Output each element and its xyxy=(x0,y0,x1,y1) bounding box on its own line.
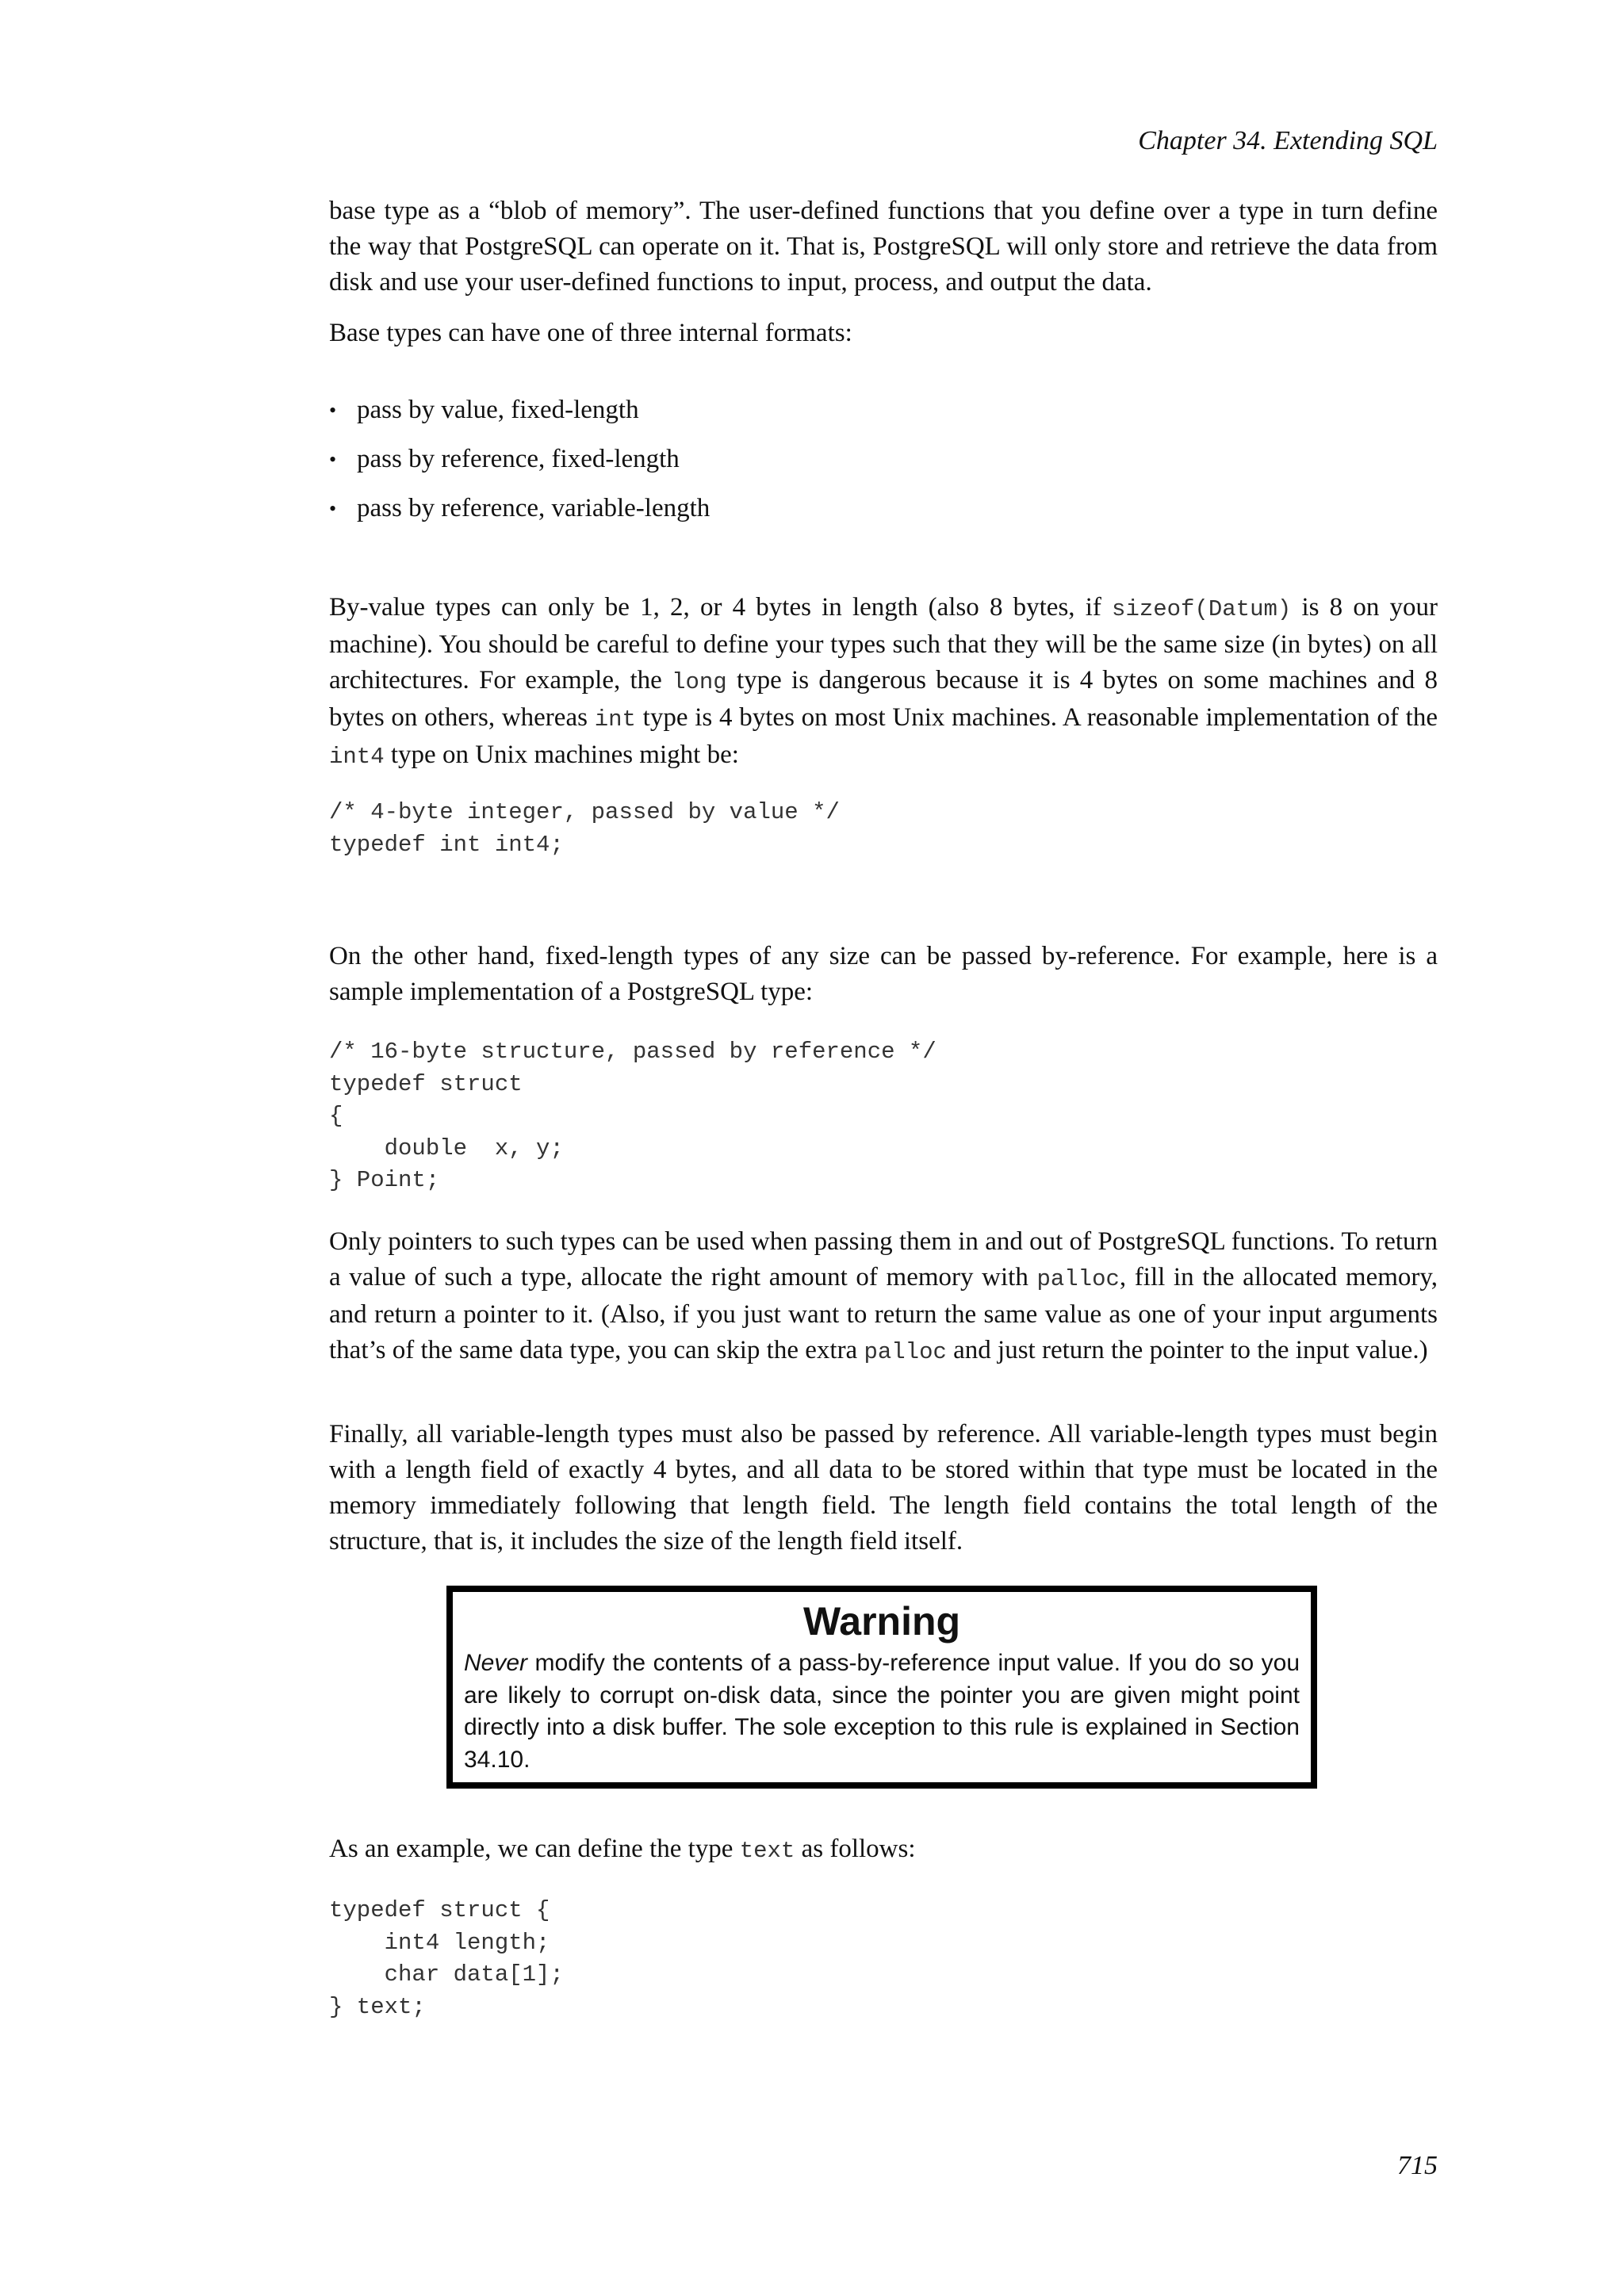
warning-box xyxy=(446,1586,1317,1789)
text-run: Only pointers to such types can be used when passing them in and out of PostgreSQL functions. To return a value of such a type, allocate the right amount of memory with xyxy=(329,1227,1438,1292)
text-run: By-value types can only be 1, 2, or 4 bytes in length (also 8 bytes, if xyxy=(329,593,1113,622)
inline-code: long xyxy=(672,669,727,695)
inline-code: int xyxy=(594,706,636,733)
list-item xyxy=(329,392,710,442)
inline-code: sizeof(Datum) xyxy=(1112,596,1292,622)
inline-code: text xyxy=(739,1838,795,1864)
paragraph-blob-of-memory: base type as a “blob of memory”. The user-defined functions that you define over a type in turn define the way that PostgreSQL can operate on it. That is, PostgreSQL will only store and retrieve the data from disk and use your user-defined functions to input, process, and output the data. xyxy=(329,197,1438,297)
paragraph-text-type-example xyxy=(329,1831,1438,1869)
text-run: type is 4 bytes on most Unix machines. A reasonable implementation of the xyxy=(635,703,1438,732)
list-item-text: pass by reference, fixed-length xyxy=(357,445,680,473)
code-block-text-struct: typedef struct { int4 length; char data[1]; } text; xyxy=(329,1897,564,2020)
paragraph-fixed-length-by-reference: On the other hand, fixed-length types of any size can be passed by-reference. For example, here is a sample implementation of a PostgreSQL type: xyxy=(329,942,1438,1006)
list-item xyxy=(329,442,710,491)
warning-body xyxy=(464,1647,1300,1776)
list-item-text: pass by reference, variable-length xyxy=(357,494,710,522)
code-block-point: /* 16-byte structure, passed by reference */ typedef struct { double x, y; } Point; xyxy=(329,1039,936,1193)
paragraph-by-value-types xyxy=(329,590,1438,775)
text-run: As an example, we can define the type xyxy=(329,1835,740,1863)
text-run: is 8 on your machine). You should be careful to define your types such that they will be the same size (in bytes) on all architectures. For example, the xyxy=(329,593,1438,695)
paragraph-pointers xyxy=(329,1224,1438,1370)
code-block-int4: /* 4-byte integer, passed by value */ typedef int int4; xyxy=(329,799,840,858)
internal-formats-list xyxy=(329,392,710,540)
list-item xyxy=(329,491,710,540)
text-run: and just return the pointer to the input value.) xyxy=(946,1336,1428,1364)
warning-title: Warning xyxy=(802,1599,961,1644)
paragraph-variable-length: Finally, all variable-length types must also be passed by reference. All variable-length types must begin with a length field of exactly 4 bytes, and all data to be stored within that type must be located in the memory immediately following that length field. The length field contains the total length of the structure, that is, it includes the size of the length field itself. xyxy=(329,1420,1438,1556)
paragraph-internal-formats-intro: Base types can have one of three internal formats: xyxy=(329,319,852,347)
bullet-marker: • xyxy=(329,448,337,471)
warning-text: modify the contents of a pass-by-reference input value. If you do so you are likely to corrupt on-disk data, since the pointer you are given might point directly into a disk buffer. The sole exception to this rule is explained in Section 34.10. xyxy=(464,1650,1300,1773)
chapter-header: Chapter 34. Extending SQL xyxy=(1138,126,1438,155)
text-run: as follows: xyxy=(795,1835,916,1863)
bullet-marker: • xyxy=(329,497,337,520)
text-run: type is dangerous because it is 4 bytes on some machines and 8 bytes on others, whereas xyxy=(329,666,1438,732)
inline-code: palloc xyxy=(1036,1266,1120,1292)
inline-code: palloc xyxy=(864,1339,947,1365)
warning-emphasis: Never xyxy=(464,1650,528,1676)
text-run: type on Unix machines might be: xyxy=(384,740,739,769)
inline-code: int4 xyxy=(329,744,385,770)
text-run: , fill in the allocated memory, and return a pointer to it. (Also, if you just want to return the same value as one of your input arguments that’s of the same data type, you can skip the extra xyxy=(329,1263,1438,1364)
bullet-marker: • xyxy=(329,399,337,422)
list-item-text: pass by value, fixed-length xyxy=(357,396,639,424)
page-number: 715 xyxy=(1397,2151,1438,2180)
